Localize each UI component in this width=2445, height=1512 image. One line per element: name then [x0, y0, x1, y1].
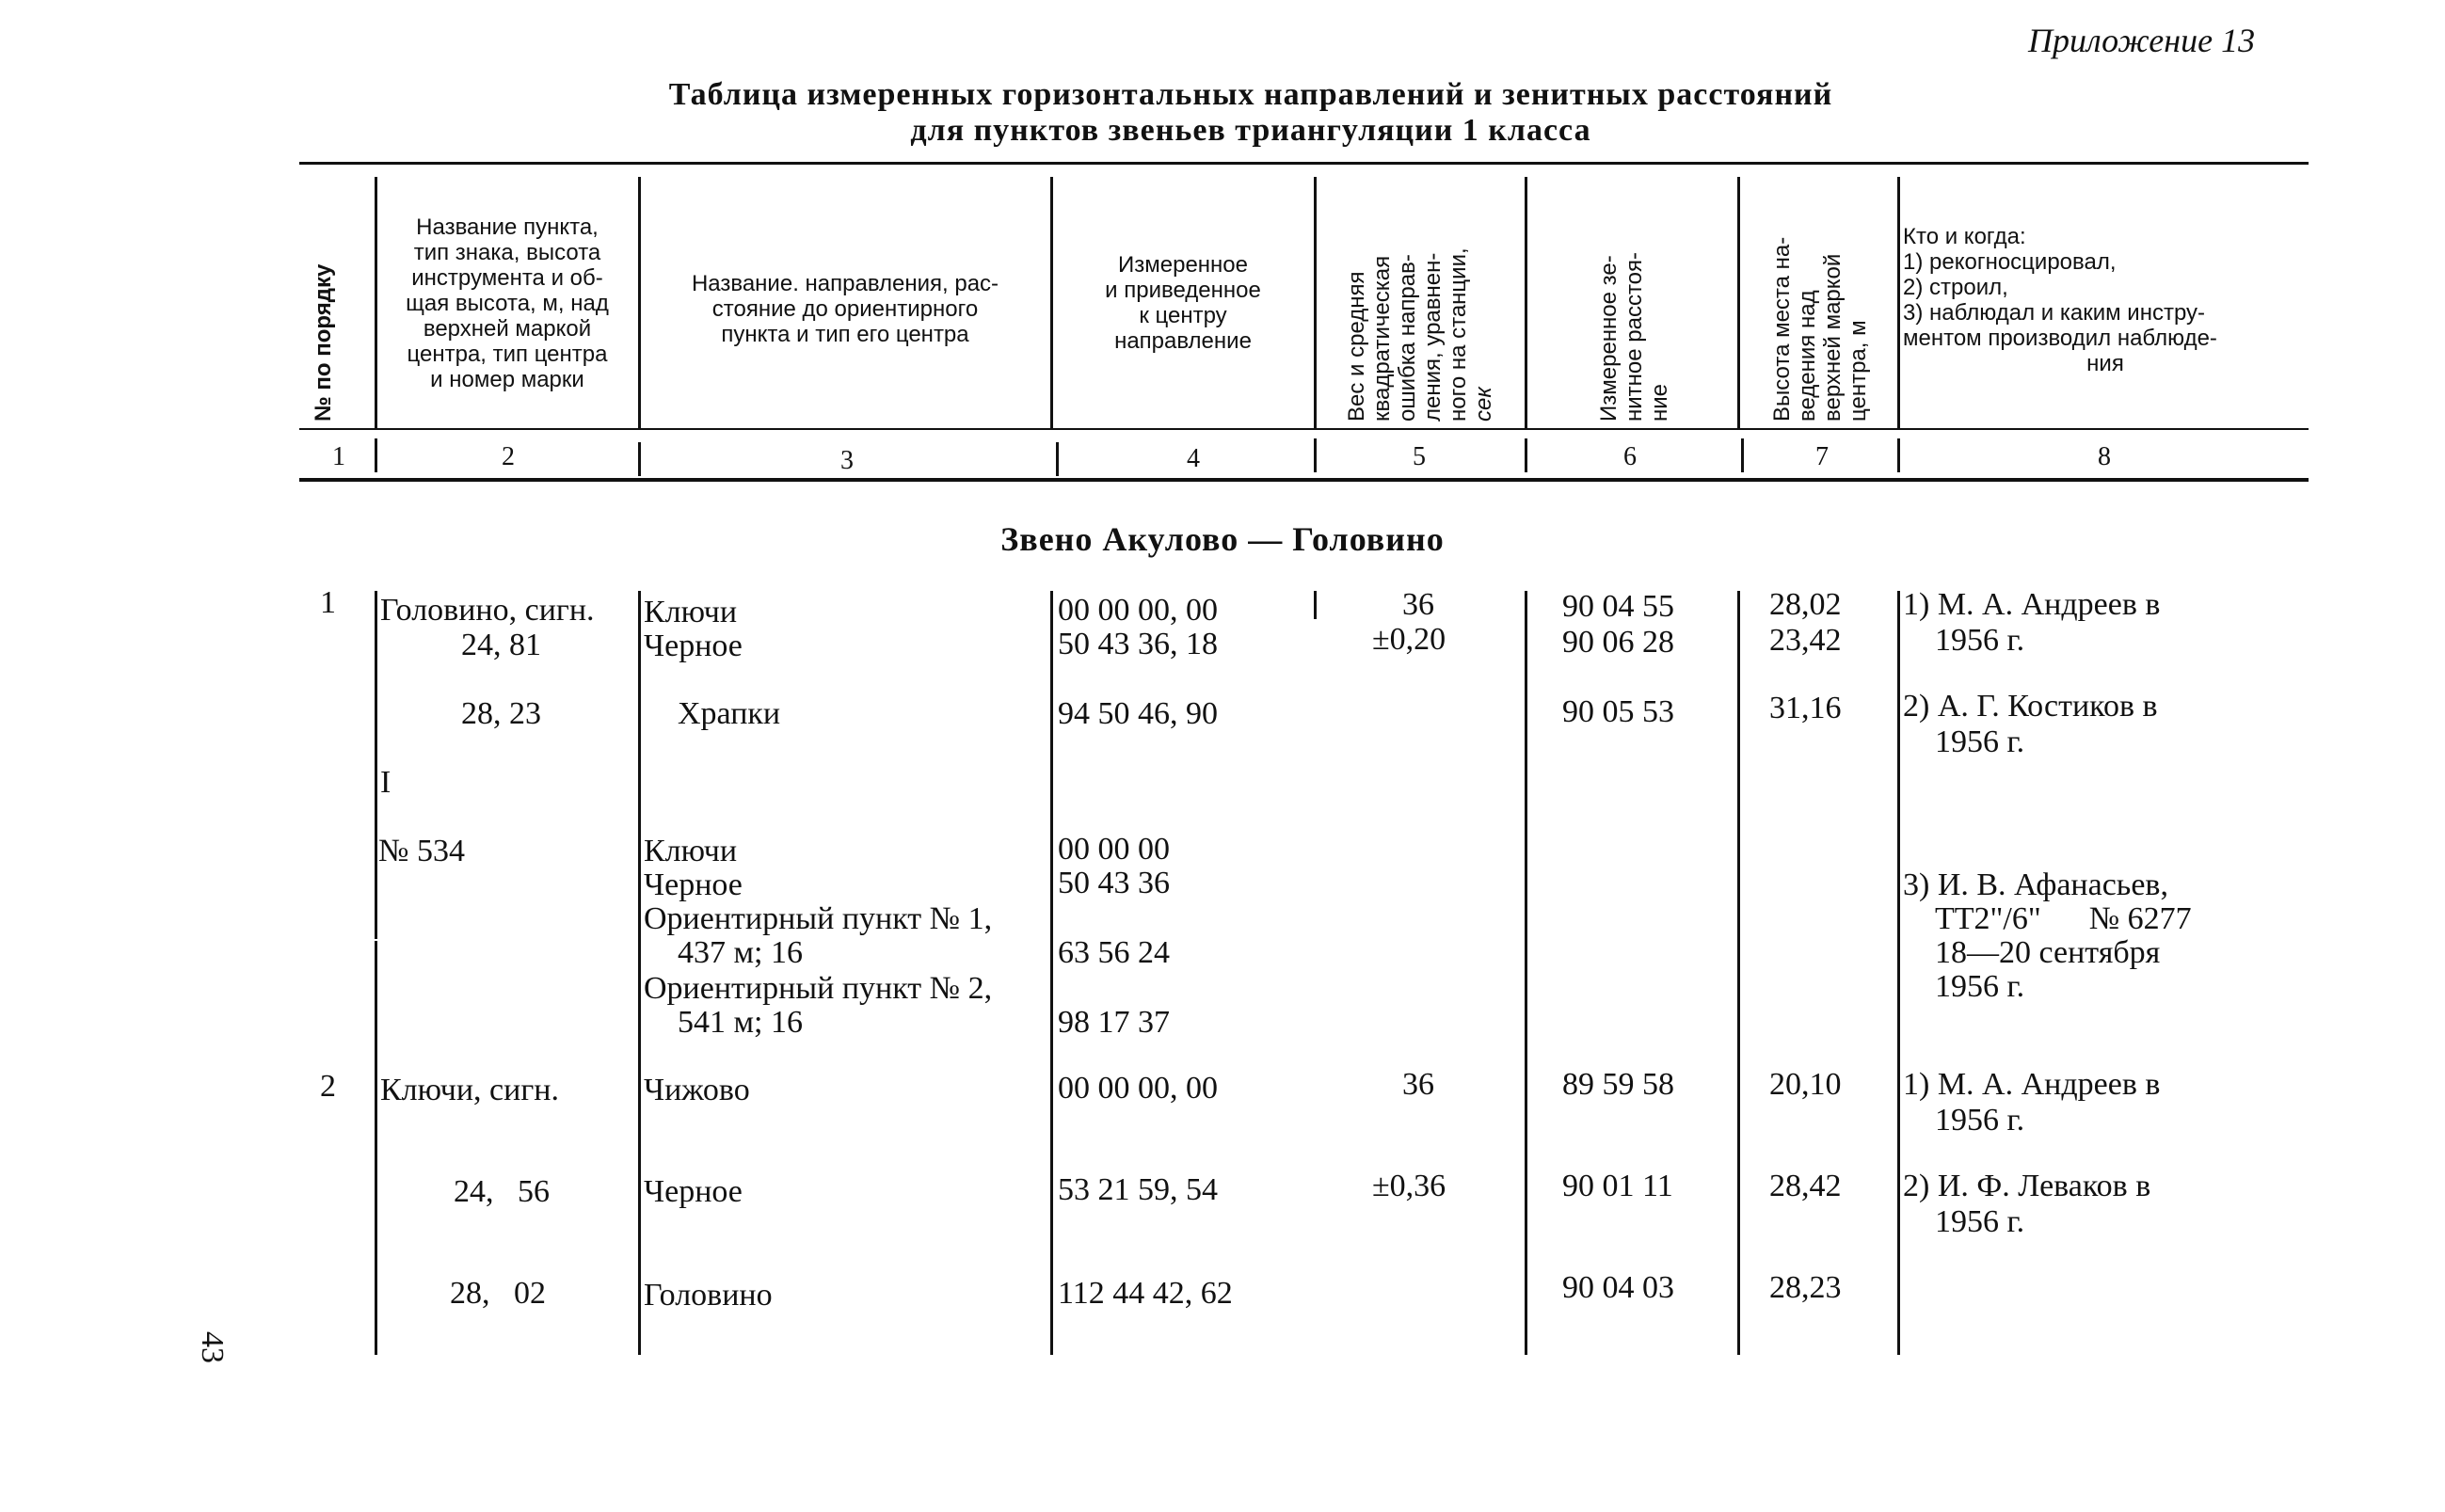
centre-direction-name: Черное — [644, 867, 743, 902]
body-divider — [1050, 591, 1053, 1355]
entry-point-name: Головино, сигн. — [380, 593, 595, 628]
section-title: Звено Акулово — Головино — [1000, 520, 1445, 558]
target-height: 20,10 — [1769, 1067, 1842, 1102]
column-numbers-bottom-rule — [299, 478, 2309, 482]
header-divider — [1737, 177, 1740, 429]
header-col-who-when: Кто и когда: 1) рекогносцировал, 2) строил, 3) наблюдал и каким инстру- ментом производил наблюде- ния — [1903, 224, 2217, 376]
direction-name: Черное — [644, 629, 743, 663]
header-divider — [1525, 177, 1527, 429]
entry-number: 1 — [320, 585, 336, 620]
measured-direction: 50 43 36, 18 — [1058, 627, 1218, 661]
table-top-rule — [299, 162, 2309, 165]
built-year: 1956 г. — [1935, 724, 2025, 759]
header-bottom-rule — [299, 428, 2309, 430]
column-number: 6 — [1623, 442, 1637, 471]
number-row-divider — [1897, 438, 1900, 472]
centre-direction-name: Ориентирный пункт № 1, — [644, 901, 993, 936]
target-height: 31,16 — [1769, 691, 1842, 725]
reconnoitred-year: 1956 г. — [1935, 623, 2025, 658]
header-divider — [638, 177, 641, 429]
built-by: 2) И. Ф. Леваков в — [1903, 1169, 2151, 1203]
direction-name: Ключи — [644, 595, 738, 629]
header-col-direction-name: Название. направления, рас- стояние до ориентирного пункта и тип его центра — [691, 271, 999, 347]
centre-direction-value: 50 43 36 — [1058, 866, 1170, 900]
table-title-line-2: для пунктов звеньев триангуляции 1 класса — [910, 113, 1591, 148]
column-number: 1 — [332, 442, 345, 471]
zenith-distance: 90 06 28 — [1562, 625, 1674, 660]
direction-error: ±0,36 — [1372, 1169, 1446, 1203]
column-number: 4 — [1187, 444, 1200, 473]
column-number: 7 — [1815, 442, 1829, 471]
body-divider — [1525, 591, 1527, 1355]
body-divider — [375, 941, 377, 1355]
direction-name: Храпки — [678, 696, 781, 731]
measured-direction: 112 44 42, 62 — [1058, 1276, 1233, 1311]
centre-direction-distance: 541 м; 16 — [678, 1005, 803, 1040]
number-row-divider — [1056, 442, 1059, 476]
body-divider — [638, 591, 641, 1355]
centre-direction-value: 63 56 24 — [1058, 935, 1170, 970]
observation-dates: 18—20 сентября — [1935, 935, 2161, 970]
direction-name: Чижово — [644, 1073, 750, 1107]
centre-direction-name: Ориентирный пункт № 2, — [644, 971, 993, 1006]
header-divider — [1050, 177, 1053, 429]
column-number: 8 — [2098, 442, 2111, 471]
target-height: 23,42 — [1769, 623, 1842, 658]
table-title-line-1: Таблица измеренных горизонтальных направлений и зенитных расстояний — [668, 77, 1833, 112]
body-divider — [375, 591, 377, 939]
header-divider — [1314, 177, 1317, 429]
centre-direction-value: 00 00 00 — [1058, 832, 1170, 867]
number-row-divider — [1525, 438, 1527, 472]
observation-year: 1956 г. — [1935, 969, 2025, 1004]
measured-direction: 00 00 00, 00 — [1058, 593, 1218, 628]
centre-direction-distance: 437 м; 16 — [678, 935, 803, 970]
entry-height-1: 24, 56 — [454, 1174, 550, 1209]
target-height: 28,23 — [1769, 1270, 1842, 1305]
column-number: 5 — [1413, 442, 1426, 471]
observation-instrument: ТТ2"/6" № 6277 — [1935, 901, 2192, 936]
zenith-distance: 89 59 58 — [1562, 1067, 1674, 1102]
zenith-distance: 90 04 55 — [1562, 589, 1674, 624]
built-by: 2) А. Г. Костиков в — [1903, 689, 2158, 724]
entry-number: 2 — [320, 1069, 336, 1104]
zenith-distance: 90 05 53 — [1562, 694, 1674, 729]
entry-height-1: 24, 81 — [461, 628, 541, 662]
direction-name: Черное — [644, 1174, 743, 1209]
built-year: 1956 г. — [1935, 1204, 2025, 1239]
body-divider — [1737, 591, 1740, 1355]
body-divider — [1897, 591, 1900, 1355]
number-row-divider — [375, 438, 377, 472]
centre-direction-value: 98 17 37 — [1058, 1005, 1170, 1040]
header-divider — [1897, 177, 1900, 429]
entry-height-2: 28, 02 — [450, 1276, 546, 1311]
entry-height-2: 28, 23 — [461, 696, 541, 731]
observed-by: 3) И. В. Афанасьев, — [1903, 867, 2168, 902]
header-col-number: № по порядку — [311, 263, 336, 422]
entry-point-name: Ключи, сигн. — [380, 1073, 559, 1107]
measured-direction: 94 50 46, 90 — [1058, 696, 1218, 731]
measured-direction: 00 00 00, 00 — [1058, 1071, 1218, 1106]
column-number: 2 — [502, 442, 515, 471]
direction-error: ±0,20 — [1372, 622, 1446, 657]
appendix-label: Приложение 13 — [2028, 22, 2256, 59]
zenith-distance: 90 01 11 — [1562, 1169, 1673, 1203]
target-height: 28,02 — [1769, 587, 1842, 622]
number-row-divider — [638, 442, 641, 476]
page-number: 43 — [195, 1331, 230, 1363]
header-col-target-height: Высота места на- ведения над верхней маркой центра, м — [1769, 236, 1871, 422]
reconnoitred-year: 1956 г. — [1935, 1103, 2025, 1138]
zenith-distance: 90 04 03 — [1562, 1270, 1674, 1305]
number-row-divider — [1314, 438, 1317, 472]
header-col-measured-direction: Измеренное и приведенное к центру направление — [1105, 252, 1261, 354]
header-divider — [375, 177, 377, 429]
header-col-weight-error: Вес и средняя квадратическая ошибка направ- ления, уравнен- ного на станции, сек — [1344, 247, 1496, 422]
header-col-zenith-distance: Измеренное зе- нитное расстоя- ние — [1596, 251, 1672, 422]
header-col-point-name: Название пункта, тип знака, высота инструмента и об- щая высота, м, над верхней маркой центра, тип центра и номер марки — [406, 215, 609, 392]
body-divider — [1314, 591, 1317, 619]
reconnoitred-by: 1) М. А. Андреев в — [1903, 587, 2161, 622]
direction-weight: 36 — [1402, 587, 1434, 622]
measured-direction: 53 21 59, 54 — [1058, 1172, 1218, 1207]
direction-name: Головино — [644, 1278, 773, 1313]
entry-center-type: I — [380, 765, 392, 800]
column-number: 3 — [840, 446, 854, 475]
target-height: 28,42 — [1769, 1169, 1842, 1203]
number-row-divider — [1741, 438, 1744, 472]
entry-mark-number: № 534 — [378, 834, 465, 868]
direction-weight: 36 — [1402, 1067, 1434, 1102]
centre-direction-name: Ключи — [644, 834, 738, 868]
reconnoitred-by: 1) М. А. Андреев в — [1903, 1067, 2161, 1102]
